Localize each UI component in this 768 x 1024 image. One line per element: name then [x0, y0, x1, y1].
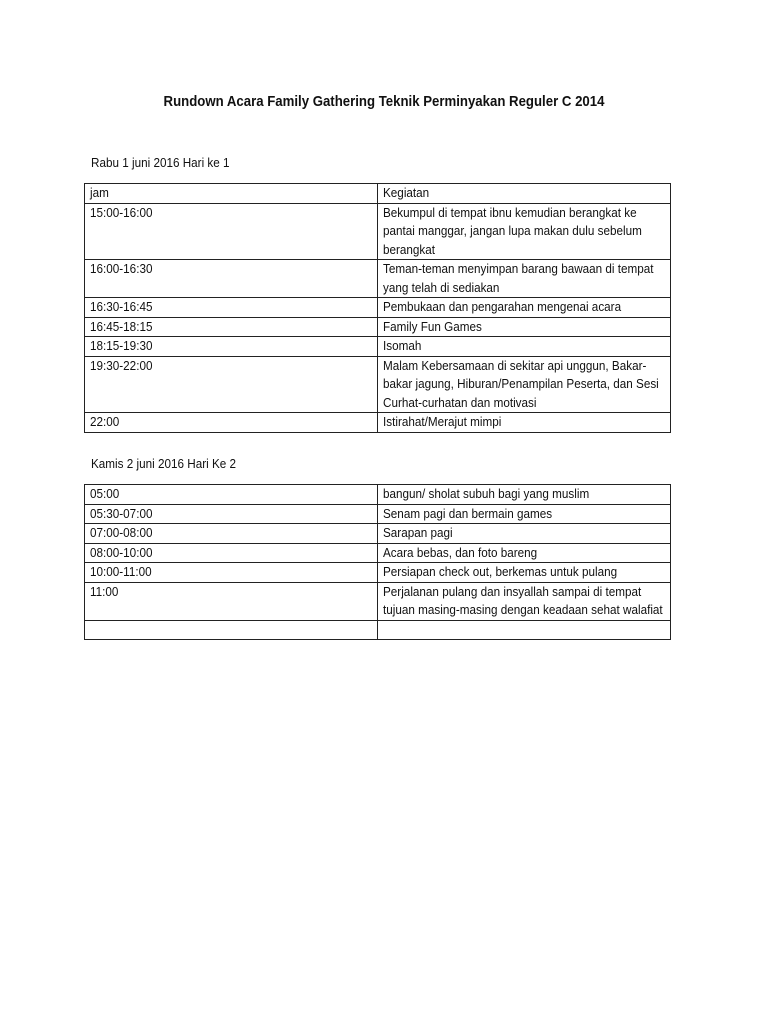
activity-cell: [378, 337, 671, 357]
time-text: 15:00-16:00: [90, 204, 153, 220]
time-cell: [85, 524, 378, 544]
time-cell: [85, 317, 378, 337]
time-text: 19:30-22:00: [90, 357, 153, 373]
table-row: [85, 543, 671, 563]
day2-rundown-table: [84, 484, 671, 640]
table-row: [85, 356, 671, 413]
time-text: jam: [90, 185, 109, 200]
activity-cell: [378, 543, 671, 563]
activity-text: Sarapan pagi: [383, 525, 453, 540]
activity-cell: [378, 524, 671, 544]
activity-cell: [378, 260, 671, 298]
time-cell: [85, 356, 378, 413]
activity-cell: [378, 356, 671, 413]
day1-rundown-table: [84, 183, 671, 433]
activity-cell: [378, 317, 671, 337]
day1-heading: Rabu 1 juni 2016 Hari ke 1: [91, 155, 230, 170]
table-row: [85, 524, 671, 544]
table-row: [85, 298, 671, 318]
activity-text: Family Fun Games: [383, 318, 482, 334]
table-row: [85, 620, 671, 639]
table-row: [85, 504, 671, 524]
activity-text: Malam Kebersamaan di sekitar api unggun, Bakar-bakar jagung, Hiburan/Penampilan Peserta, dan Sesi Curhat-curhatan dan motivasi: [383, 357, 659, 410]
table-row: [85, 260, 671, 298]
day2-heading: Kamis 2 juni 2016 Hari Ke 2: [91, 456, 237, 471]
time-cell: [85, 620, 378, 639]
time-text: 07:00-08:00: [90, 525, 153, 540]
activity-cell: [378, 504, 671, 524]
activity-cell: [378, 563, 671, 583]
activity-cell: [378, 184, 671, 204]
time-cell: [85, 543, 378, 563]
activity-cell: [378, 582, 671, 620]
time-cell: [85, 337, 378, 357]
table-row: [85, 563, 671, 583]
time-cell: [85, 413, 378, 433]
time-cell: [85, 504, 378, 524]
time-text: 05:30-07:00: [90, 505, 153, 521]
time-text: 08:00-10:00: [90, 544, 153, 560]
table-row: [85, 413, 671, 433]
table-row: [85, 337, 671, 357]
activity-cell: [378, 203, 671, 260]
activity-cell: [378, 485, 671, 505]
time-cell: [85, 203, 378, 260]
time-text: 10:00-11:00: [90, 564, 152, 579]
table-row: [85, 184, 671, 204]
table-row: [85, 203, 671, 260]
time-text: 05:00: [90, 486, 120, 501]
activity-cell: [378, 413, 671, 433]
activity-text: Persiapan check out, berkemas untuk pulang: [383, 564, 618, 579]
time-cell: [85, 184, 378, 204]
time-text: 18:15-19:30: [90, 338, 153, 353]
document-title: Rundown Acara Family Gathering Teknik Perminyakan Reguler C 2014: [163, 93, 605, 110]
time-text: 22:00: [90, 414, 120, 429]
activity-text: Pembukaan dan pengarahan mengenai acara: [383, 299, 622, 314]
activity-text: bangun/ sholat subuh bagi yang muslim: [383, 486, 590, 501]
activity-text: Kegiatan: [383, 185, 430, 200]
time-cell: [85, 582, 378, 620]
table-row: [85, 317, 671, 337]
activity-cell: [378, 620, 671, 639]
table-row: [85, 582, 671, 620]
activity-text: Isomah: [383, 338, 422, 353]
activity-text: Acara bebas, dan foto bareng: [383, 544, 538, 560]
activity-text: Bekumpul di tempat ibnu kemudian berangkat ke pantai manggar, jangan lupa makan dulu sebelum berangkat: [383, 204, 642, 257]
time-cell: [85, 260, 378, 298]
time-cell: [85, 563, 378, 583]
time-text: 16:30-16:45: [90, 299, 153, 314]
activity-text: Perjalanan pulang dan insyallah sampai di tempat tujuan masing-masing dengan keadaan sehat walafiat: [383, 583, 663, 617]
time-text: 11:00: [90, 583, 119, 599]
time-cell: [85, 485, 378, 505]
table-row: [85, 485, 671, 505]
time-text: 16:45-18:15: [90, 318, 153, 334]
activity-text: Teman-teman menyimpan barang bawaan di tempat yang telah di sediakan: [383, 261, 654, 295]
activity-text: Istirahat/Merajut mimpi: [383, 414, 502, 429]
time-cell: [85, 298, 378, 318]
activity-text: Senam pagi dan bermain games: [383, 505, 553, 521]
activity-cell: [378, 298, 671, 318]
time-text: 16:00-16:30: [90, 261, 153, 276]
